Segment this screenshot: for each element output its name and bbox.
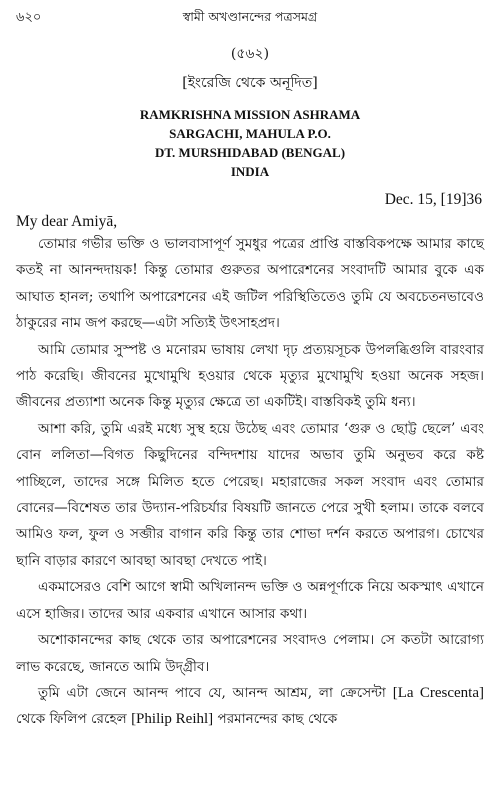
letter-body (16, 231, 484, 733)
sender-address (16, 105, 484, 181)
address-line: SARGACHI, MAHULA P.O. (169, 126, 331, 141)
paragraph: আশা করি, তুমি এরই মধ্যে সুস্থ হয়ে উঠেছ এবং তোমার ‘গুরু ও ছোট্ট ছেলে’ এবং বোন ললিতা—বিগত কিছুদিনের বন্দিদশায় যাদের অভাব তুমি অনুভব করে কষ্ট পাচ্ছিলে, তাদের সঙ্গে মিলিত হতে পেরেছ। মহারাজের সকল সংবাদ এবং তোমার বোনের—বিশেষত তার উদ্যান-পরিচর্যার বিষয়টি জানতে পেরে সুখী হলাম। তাকে বলবে আমিও ফল, ফুল ও সব্জীর বাগান করি কিন্তু তার শোভা দর্শন করতে অপারগ। চোখের ছানি বাড়ার কারণে আবছা আবছা দেখতে পাই। (16, 420, 484, 569)
running-head (16, 8, 484, 30)
paragraph: একমাসেরও বেশি আগে স্বামী অখিলানন্দ ভক্তি ও অন্নপূর্ণাকে নিয়ে অকস্মাৎ এখানে এসে হাজির। তাদের আর একবার এখানে আসার কথা। (16, 579, 484, 622)
letter-date: Dec. 15, [19]36 (384, 191, 482, 208)
text-run: থেকে ফিলিপ রেহেল (16, 711, 132, 728)
translation-note: [ইংরেজি থেকে অনূদিত] (182, 75, 318, 91)
page-number: ৬২০ (16, 10, 42, 25)
address-line: DT. MURSHIDABAD (BENGAL) (154, 145, 346, 160)
paragraph: আমি তোমার সুস্পষ্ট ও মনোরম ভাষায় লেখা দৃঢ় প্রত্যয়সূচক উপলব্ধিগুলি বারংবার পাঠ করেছি। জীবনের মুখোমুখি হওয়ার থেকে মৃত্যুর মুখোমুখি হওয়া অনেক সহজ। জীবনের প্রত্যাশা অনেক কিন্তু মৃত্যুর ক্ষেত্রে তা একটিই। বাস্তবিকই তুমি ধন্য। (16, 341, 484, 411)
running-title: স্বামী অখণ্ডানন্দের পত্রসমগ্র (182, 9, 318, 24)
letter-number: (৫৬২) (230, 46, 270, 62)
address-line: RAMKRISHNA MISSION ASHRAMA (139, 107, 361, 122)
paragraph: অশোকানন্দের কাছ থেকে তার অপারেশনের সংবাদও পেলাম। সে কতটা আরোগ্য লাভ করেছে, জানতে আমি উদ্গ্রীব। (16, 632, 484, 675)
latin-name: [Philip Reihl] (131, 711, 214, 728)
address-line: INDIA (230, 164, 270, 179)
text-run: পরমানন্দের কাছ থেকে (213, 711, 338, 728)
text-run: তুমি এটা জেনে আনন্দ পাবে যে, আনন্দ আশ্রম, লা ক্রেসেন্টা (38, 684, 393, 701)
latin-name: [La Crescenta] (392, 684, 484, 701)
paragraph-continued (16, 680, 484, 733)
salutation: My dear Amiyā, (16, 213, 118, 230)
paragraph: তোমার গভীর ভক্তি ও ভালবাসাপূর্ণ সুমধুর পত্রের প্রাপ্তি বাস্তবিকপক্ষে আমার কাছে কতই না আনন্দদায়ক! কিন্তু তোমার গুরুতর অপারেশনের সংবাদটি আমার বুকে এক আঘাত হানল; তথাপি অপারেশনের এই জটিল পরিস্থিতিতেও তুমি যে অবচেতনভাবেও ঠাকুরের নাম জপ করছে—এটা সত্যিই উৎসাহপ্রদ। (16, 236, 484, 332)
